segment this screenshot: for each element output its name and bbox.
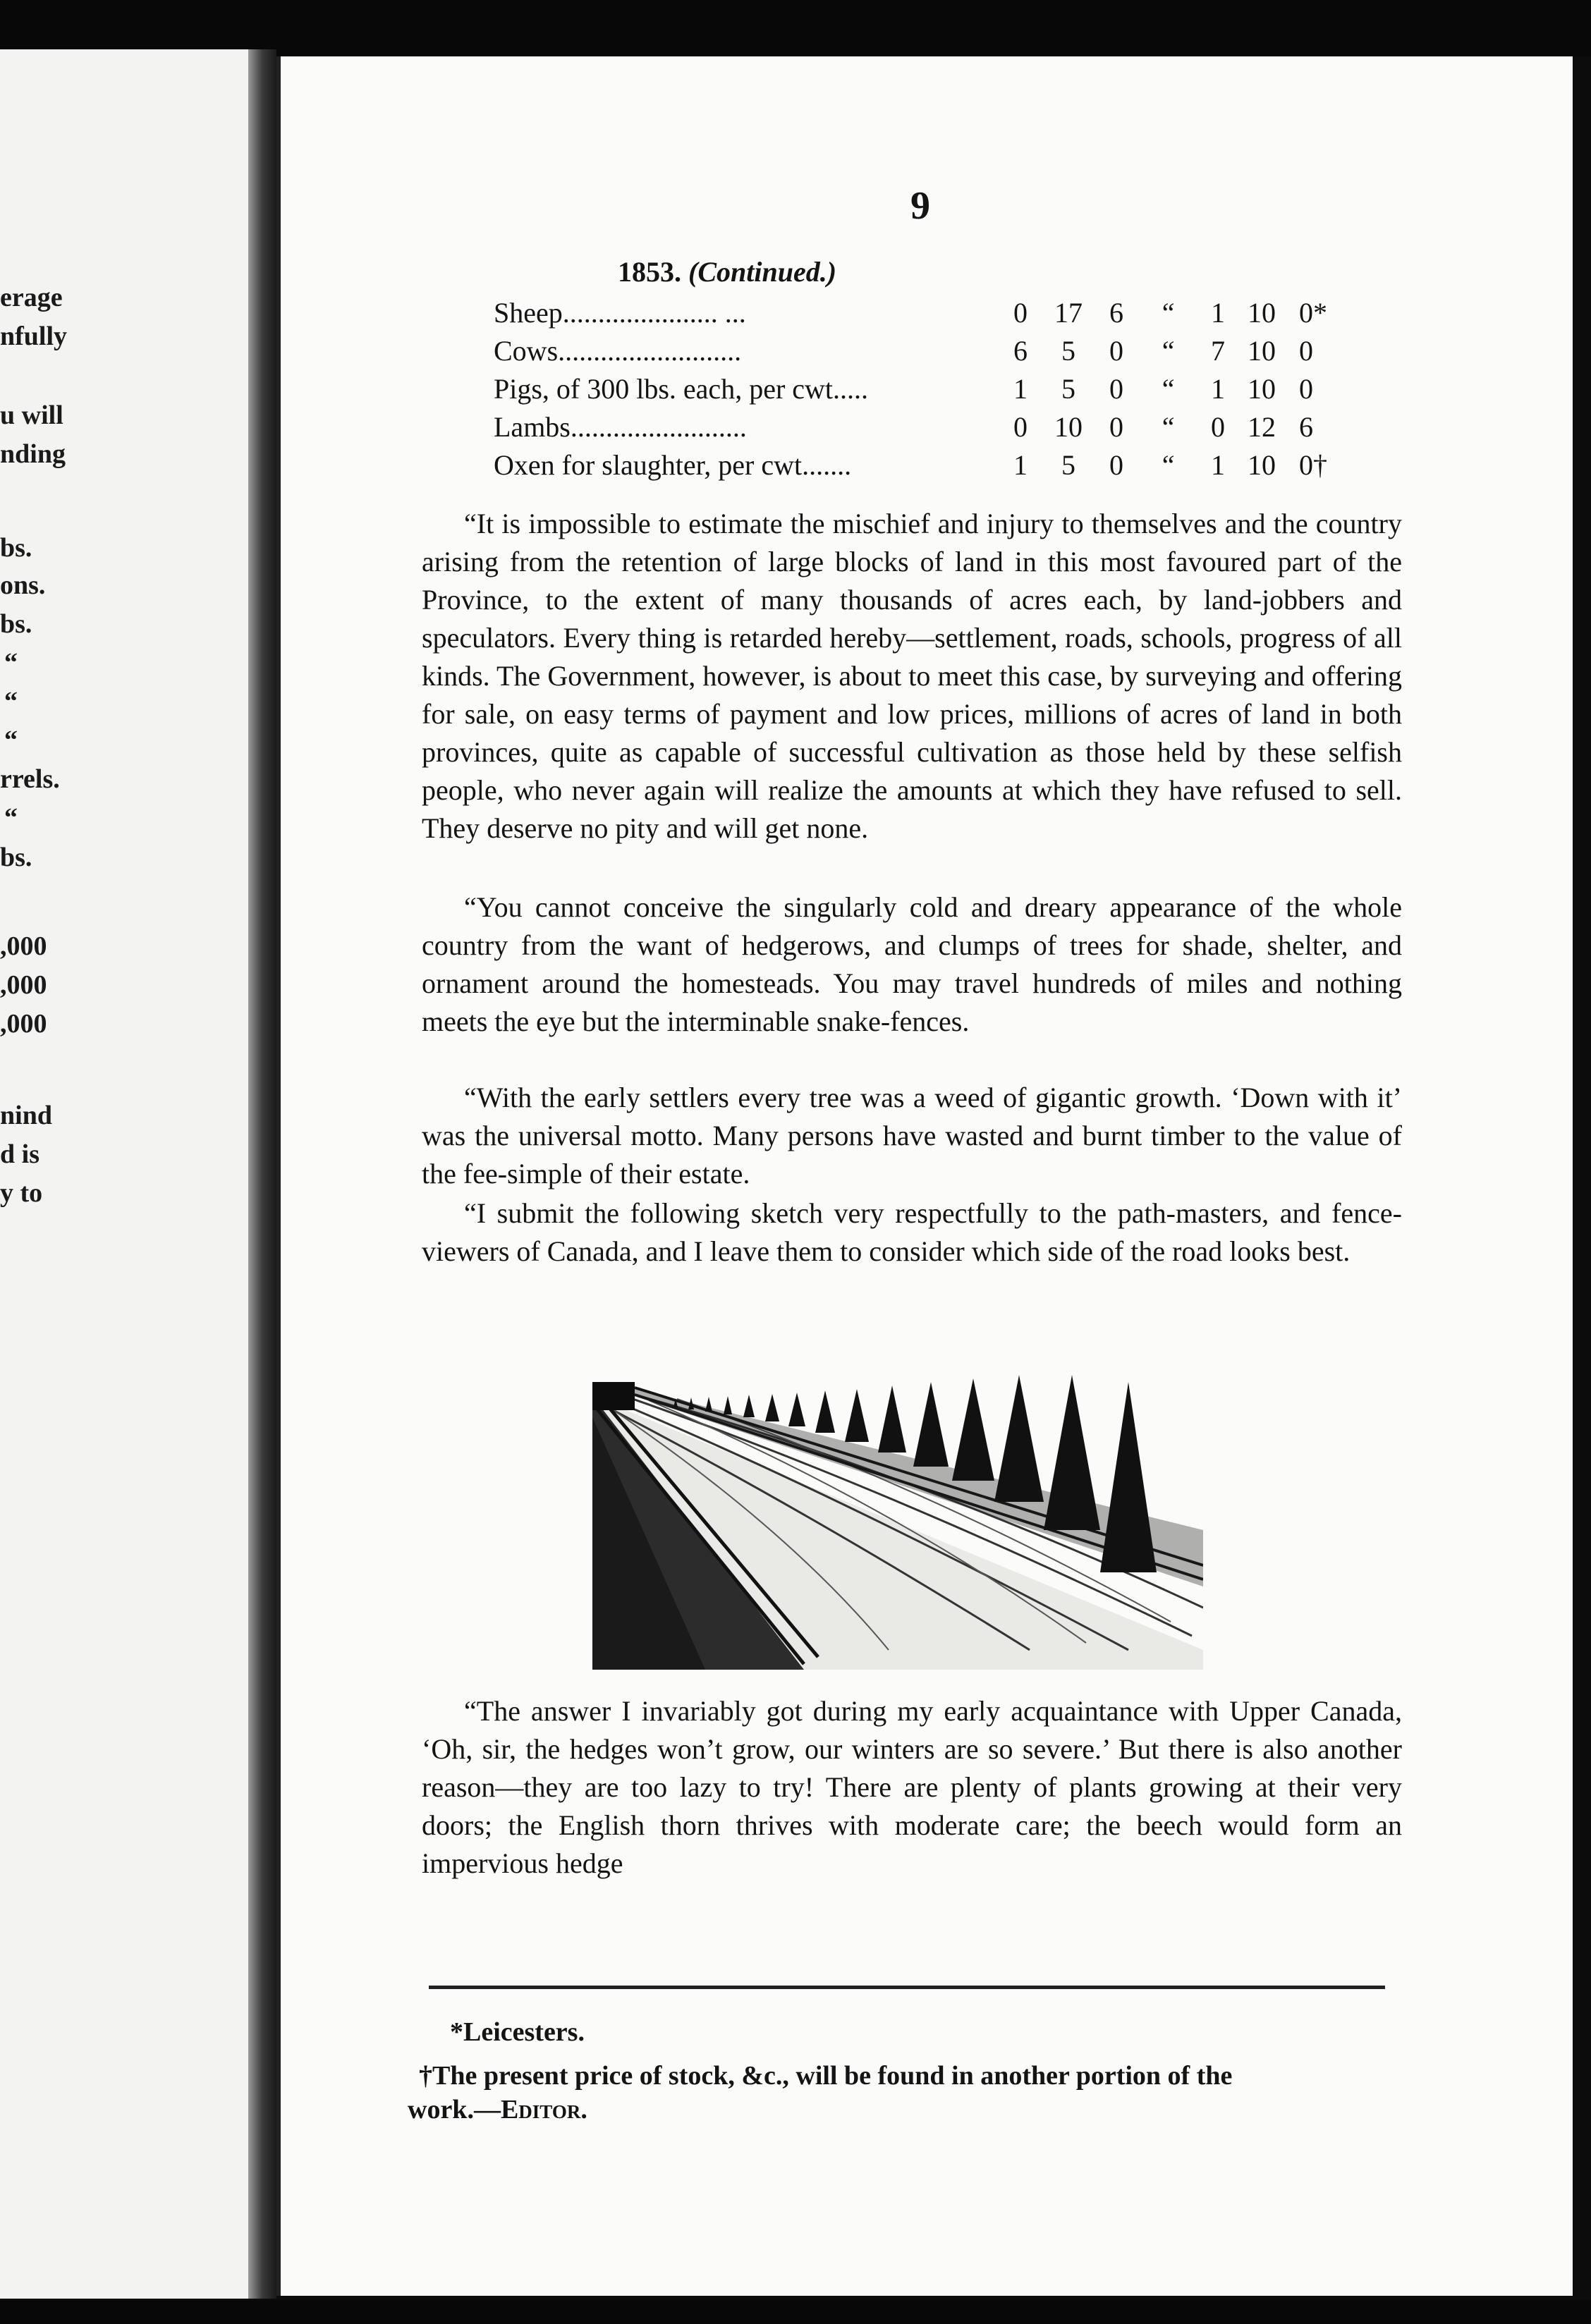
row-value: 0† xyxy=(1299,449,1327,481)
table-heading-year: 1853. xyxy=(618,256,681,288)
row-value: 5 xyxy=(1061,449,1075,481)
left-fragment-line: nfully xyxy=(0,322,68,351)
footnote-price-note-cont xyxy=(408,2094,587,2125)
scan-bottom-border xyxy=(0,2300,1591,2324)
page-number: 9 xyxy=(910,184,930,228)
row-value: 10 xyxy=(1248,297,1276,329)
row-value: 0 xyxy=(1013,297,1028,329)
ditto-mark: “ xyxy=(1159,449,1176,481)
row-value: 0 xyxy=(1211,411,1225,443)
row-label: Lambs......................... xyxy=(494,411,747,443)
body-paragraph xyxy=(422,1692,1402,1883)
left-fragment-line: “ xyxy=(4,803,18,833)
row-value: 17 xyxy=(1054,297,1083,329)
left-fragment-line: bs. xyxy=(0,843,32,872)
scan-top-border xyxy=(0,0,1591,56)
row-value: 0 xyxy=(1299,373,1313,405)
row-value: 5 xyxy=(1061,373,1075,405)
left-fragment-line: erage xyxy=(0,283,63,312)
body-paragraph xyxy=(422,888,1402,1041)
ditto-mark: “ xyxy=(1159,411,1176,443)
left-fragment-line: ,000 xyxy=(0,931,47,961)
book-gutter xyxy=(248,49,276,2299)
left-fragment-line: “ xyxy=(4,687,18,716)
row-label: Sheep...................... ... xyxy=(494,297,746,329)
left-fragment-line: ons. xyxy=(0,570,46,600)
row-value: 7 xyxy=(1211,335,1225,367)
ditto-mark: “ xyxy=(1159,297,1176,329)
row-value: 6 xyxy=(1109,297,1123,329)
row-value: 10 xyxy=(1248,373,1276,405)
row-value: 1 xyxy=(1013,373,1028,405)
right-page xyxy=(276,56,1573,2296)
road-sketch-illustration xyxy=(592,1354,1203,1670)
footnote-editor: Editor. xyxy=(500,2095,587,2124)
row-label: Oxen for slaughter, per cwt....... xyxy=(494,449,852,481)
body-paragraph xyxy=(422,1079,1402,1193)
row-value: 0 xyxy=(1299,335,1313,367)
paragraph-text: “It is impossible to estimate the mischief and injury to themselves and the country arising from the retention of large blocks of land in this most favoured part of the Province, to the extent of many thousands of acres each, by land-jobbers and speculators. Every thing is retarded hereby—settlement, roads, schools, progress of all kinds. The Government, however, is about to meet this case, by surveying and offering for sale, on easy terms of payment and low prices, millions of acres of land in both provinces, quite as capable of successful cultivation as those held by these selfish people, who never again will realize the amounts at which they have refused to sell. They deserve no pity and will get none. xyxy=(422,508,1402,844)
left-fragment-line: bs. xyxy=(0,609,32,639)
row-value: 1 xyxy=(1211,449,1225,481)
row-value: 0 xyxy=(1109,373,1123,405)
paragraph-text: “I submit the following sketch very respectfully to the path-masters, and fence-viewers of Canada, and I leave them to consider which side of the road looks best. xyxy=(422,1197,1402,1267)
row-value: 6 xyxy=(1013,335,1028,367)
row-value: 1 xyxy=(1211,373,1225,405)
left-fragment-line: nind xyxy=(0,1101,52,1130)
table-heading-note: (Continued.) xyxy=(688,256,837,288)
left-fragment-line: ,000 xyxy=(0,970,47,1000)
row-value: 0 xyxy=(1109,335,1123,367)
row-value: 10 xyxy=(1054,411,1083,443)
footnote-work: work.— xyxy=(408,2095,501,2124)
row-value: 12 xyxy=(1248,411,1276,443)
ditto-mark: “ xyxy=(1159,373,1176,405)
row-label: Pigs, of 300 lbs. each, per cwt..... xyxy=(494,373,869,405)
row-value: 1 xyxy=(1211,297,1225,329)
body-paragraph xyxy=(422,505,1402,848)
paragraph-text: “With the early settlers every tree was a weed of gigantic growth. ‘Down with it’ was the universal motto. Many persons have wasted and burnt timber to the value of the fee-simple of their estate. xyxy=(422,1082,1402,1189)
paragraph-text: “You cannot conceive the singularly cold and dreary appearance of the whole country from the want of hedgerows, and clumps of trees for shade, shelter, and ornament around the homesteads. You may travel hundreds of miles and nothing meets the eye but the interminable snake-fences. xyxy=(422,891,1402,1037)
left-fragment-line: bs. xyxy=(0,533,32,563)
left-fragment-line: rrels. xyxy=(0,764,60,794)
left-fragment-line: “ xyxy=(4,726,18,755)
row-value: 10 xyxy=(1248,335,1276,367)
row-value: 1 xyxy=(1013,449,1028,481)
body-paragraph xyxy=(422,1194,1402,1271)
row-value: 0 xyxy=(1109,449,1123,481)
row-label: Cows.......................... xyxy=(494,335,742,367)
row-value: 10 xyxy=(1248,449,1276,481)
left-fragment-line: nding xyxy=(0,439,66,469)
footnote-price-note: †The present price of stock, &c., will be found in another portion of the xyxy=(419,2061,1233,2091)
left-fragment-line: y to xyxy=(0,1178,43,1208)
left-fragment-line: ,000 xyxy=(0,1009,47,1039)
row-value: 6 xyxy=(1299,411,1313,443)
row-value: 0 xyxy=(1013,411,1028,443)
left-fragment-line: d is xyxy=(0,1139,39,1169)
row-value: 5 xyxy=(1061,335,1075,367)
footnote-leicesters: *Leicesters. xyxy=(450,2017,585,2047)
footnote-divider xyxy=(429,1986,1385,1989)
left-fragment-line: “ xyxy=(4,648,18,678)
row-value: 0* xyxy=(1299,297,1327,329)
paragraph-text: “The answer I invariably got during my early acquaintance with Upper Canada, ‘Oh, sir, the hedges won’t grow, our winters are so severe.’ But there is also another reason—they are too lazy to try! There are plenty of plants growing at their very doors; the English thorn thrives with moderate care; the beech would form an impervious hedge xyxy=(422,1695,1402,1879)
left-page-fragment xyxy=(0,49,248,2299)
left-fragment-line: u will xyxy=(0,400,63,430)
ditto-mark: “ xyxy=(1159,335,1176,367)
table-heading xyxy=(618,255,836,288)
row-value: 0 xyxy=(1109,411,1123,443)
